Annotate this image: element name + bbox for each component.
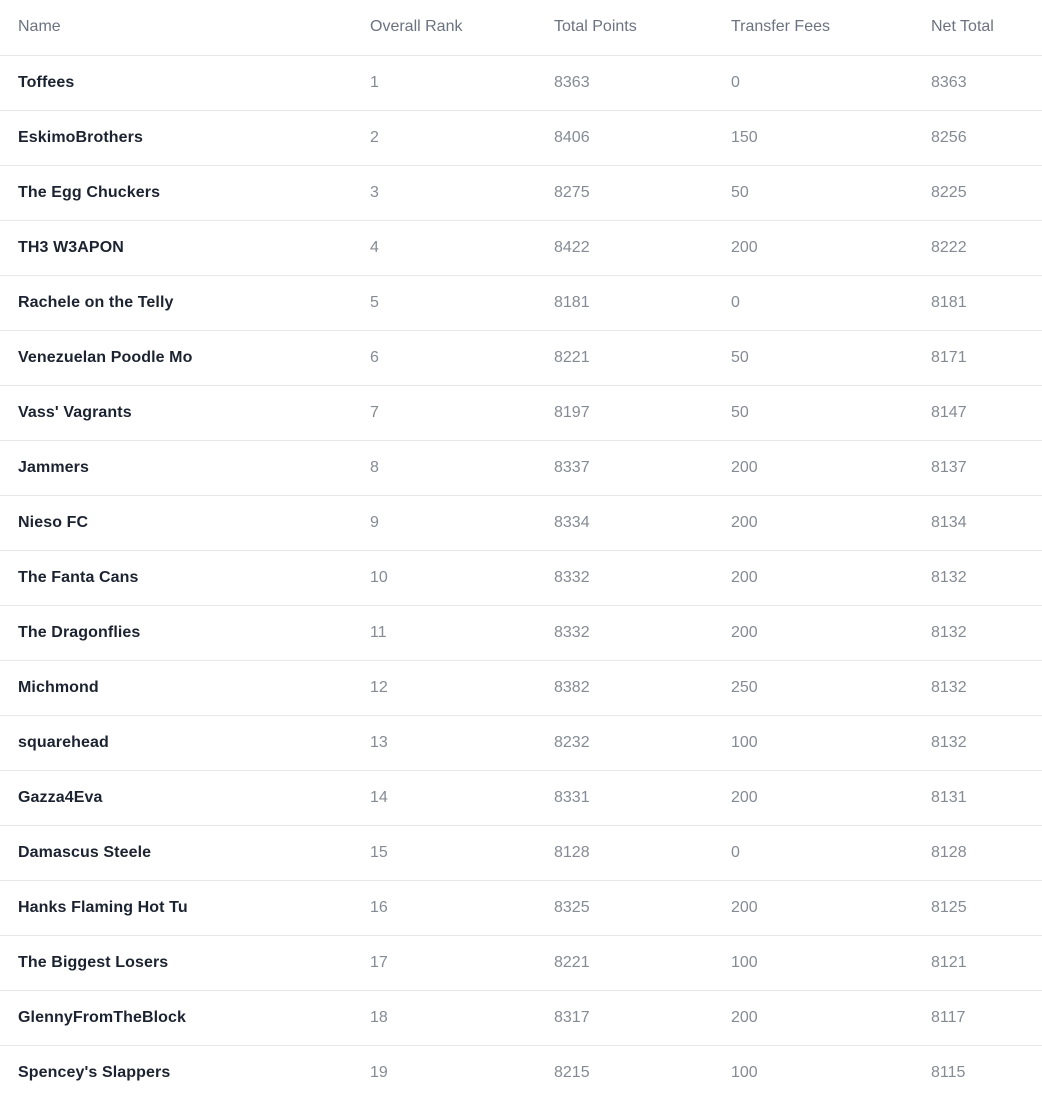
team-name: EskimoBrothers	[0, 110, 370, 165]
total-points: 8334	[554, 495, 731, 550]
net-total: 8132	[931, 715, 1042, 770]
team-name: The Fanta Cans	[0, 550, 370, 605]
team-name: Spencey's Slappers	[18, 1063, 171, 1081]
transfer-fees: 250	[731, 660, 931, 715]
column-header-transfer-fees[interactable]: Transfer Fees	[731, 0, 931, 55]
transfer-fees: 0	[731, 55, 931, 110]
total-points: 8382	[554, 660, 731, 715]
table-row[interactable]	[0, 770, 1042, 825]
total-points: 8197	[554, 385, 731, 440]
overall-rank: 7	[370, 385, 554, 440]
overall-rank: 17	[370, 935, 554, 990]
total-points: 8215	[554, 1063, 590, 1081]
total-points: 8221	[554, 935, 731, 990]
column-header-name[interactable]: Name	[0, 0, 370, 55]
column-header-net-total[interactable]: Net Total	[931, 0, 1042, 55]
total-points: 8221	[554, 330, 731, 385]
overall-rank: 4	[370, 220, 554, 275]
overall-rank: 9	[370, 495, 554, 550]
total-points: 8331	[554, 770, 731, 825]
table-row[interactable]	[0, 110, 1042, 165]
net-total: 8132	[931, 605, 1042, 660]
net-total: 8132	[931, 550, 1042, 605]
net-total: 8363	[931, 55, 1042, 110]
team-name: Damascus Steele	[0, 825, 370, 880]
team-name: TH3 W3APON	[0, 220, 370, 275]
column-header-total-points[interactable]: Total Points	[554, 0, 731, 55]
overall-rank: 2	[370, 110, 554, 165]
total-points: 8232	[554, 715, 731, 770]
transfer-fees: 200	[731, 605, 931, 660]
table-row[interactable]	[0, 990, 1042, 1045]
overall-rank: 14	[370, 770, 554, 825]
table-row[interactable]	[0, 550, 1042, 605]
table-row[interactable]	[0, 385, 1042, 440]
net-total: 8256	[931, 110, 1042, 165]
total-points: 8406	[554, 110, 731, 165]
net-total: 8181	[931, 275, 1042, 330]
transfer-fees: 200	[731, 990, 931, 1045]
overall-rank: 15	[370, 825, 554, 880]
transfer-fees: 200	[731, 220, 931, 275]
overall-rank: 3	[370, 165, 554, 220]
table-row[interactable]	[0, 605, 1042, 660]
team-name: Michmond	[0, 660, 370, 715]
overall-rank: 18	[370, 990, 554, 1045]
net-total: 8134	[931, 495, 1042, 550]
overall-rank: 8	[370, 440, 554, 495]
transfer-fees: 100	[731, 1063, 758, 1081]
table-body	[0, 55, 1042, 1096]
table-row[interactable]	[0, 330, 1042, 385]
table-row[interactable]	[0, 880, 1042, 935]
table-row[interactable]	[0, 1045, 1042, 1096]
total-points: 8275	[554, 165, 731, 220]
team-name: Gazza4Eva	[0, 770, 370, 825]
transfer-fees: 150	[731, 110, 931, 165]
team-name: The Biggest Losers	[0, 935, 370, 990]
transfer-fees: 200	[731, 495, 931, 550]
total-points: 8337	[554, 440, 731, 495]
net-total: 8132	[931, 660, 1042, 715]
total-points: 8317	[554, 990, 731, 1045]
transfer-fees: 50	[731, 385, 931, 440]
table-row[interactable]	[0, 715, 1042, 770]
team-name: Rachele on the Telly	[0, 275, 370, 330]
transfer-fees: 0	[731, 275, 931, 330]
table-row[interactable]	[0, 275, 1042, 330]
team-name: Venezuelan Poodle Mo	[0, 330, 370, 385]
overall-rank: 10	[370, 550, 554, 605]
overall-rank: 13	[370, 715, 554, 770]
net-total: 8147	[931, 385, 1042, 440]
transfer-fees: 100	[731, 715, 931, 770]
net-total: 8137	[931, 440, 1042, 495]
total-points: 8325	[554, 880, 731, 935]
team-name: Nieso FC	[0, 495, 370, 550]
overall-rank: 11	[370, 605, 554, 660]
total-points: 8128	[554, 825, 731, 880]
overall-rank: 12	[370, 660, 554, 715]
table-row[interactable]	[0, 825, 1042, 880]
table-row[interactable]	[0, 660, 1042, 715]
table-row[interactable]	[0, 935, 1042, 990]
table-row[interactable]	[0, 440, 1042, 495]
table-row[interactable]	[0, 55, 1042, 110]
header-row	[0, 0, 1042, 55]
team-name: The Egg Chuckers	[0, 165, 370, 220]
team-name: Vass' Vagrants	[0, 385, 370, 440]
transfer-fees: 50	[731, 330, 931, 385]
team-name: Toffees	[0, 55, 370, 110]
net-total: 8171	[931, 330, 1042, 385]
total-points: 8332	[554, 605, 731, 660]
overall-rank: 1	[370, 55, 554, 110]
total-points: 8181	[554, 275, 731, 330]
net-total: 8115	[931, 1063, 966, 1081]
net-total: 8125	[931, 880, 1042, 935]
table-row[interactable]	[0, 165, 1042, 220]
team-name: Jammers	[0, 440, 370, 495]
team-name: squarehead	[0, 715, 370, 770]
overall-rank: 5	[370, 275, 554, 330]
table-header	[0, 0, 1042, 55]
table-row[interactable]	[0, 220, 1042, 275]
team-name: Hanks Flaming Hot Tu	[0, 880, 370, 935]
total-points: 8422	[554, 220, 731, 275]
net-total: 8131	[931, 770, 1042, 825]
transfer-fees: 50	[731, 165, 931, 220]
net-total: 8128	[931, 825, 1042, 880]
total-points: 8332	[554, 550, 731, 605]
net-total: 8225	[931, 165, 1042, 220]
column-header-overall-rank[interactable]: Overall Rank	[370, 0, 554, 55]
transfer-fees: 200	[731, 550, 931, 605]
net-total: 8121	[931, 935, 1042, 990]
total-points: 8363	[554, 55, 731, 110]
transfer-fees: 200	[731, 440, 931, 495]
transfer-fees: 200	[731, 770, 931, 825]
transfer-fees: 200	[731, 880, 931, 935]
transfer-fees: 0	[731, 825, 931, 880]
team-name: GlennyFromTheBlock	[0, 990, 370, 1045]
overall-rank: 19	[370, 1063, 388, 1081]
table-row[interactable]	[0, 495, 1042, 550]
net-total: 8222	[931, 220, 1042, 275]
overall-rank: 6	[370, 330, 554, 385]
transfer-fees: 100	[731, 935, 931, 990]
net-total: 8117	[931, 990, 1042, 1045]
team-name: The Dragonflies	[0, 605, 370, 660]
overall-rank: 16	[370, 880, 554, 935]
